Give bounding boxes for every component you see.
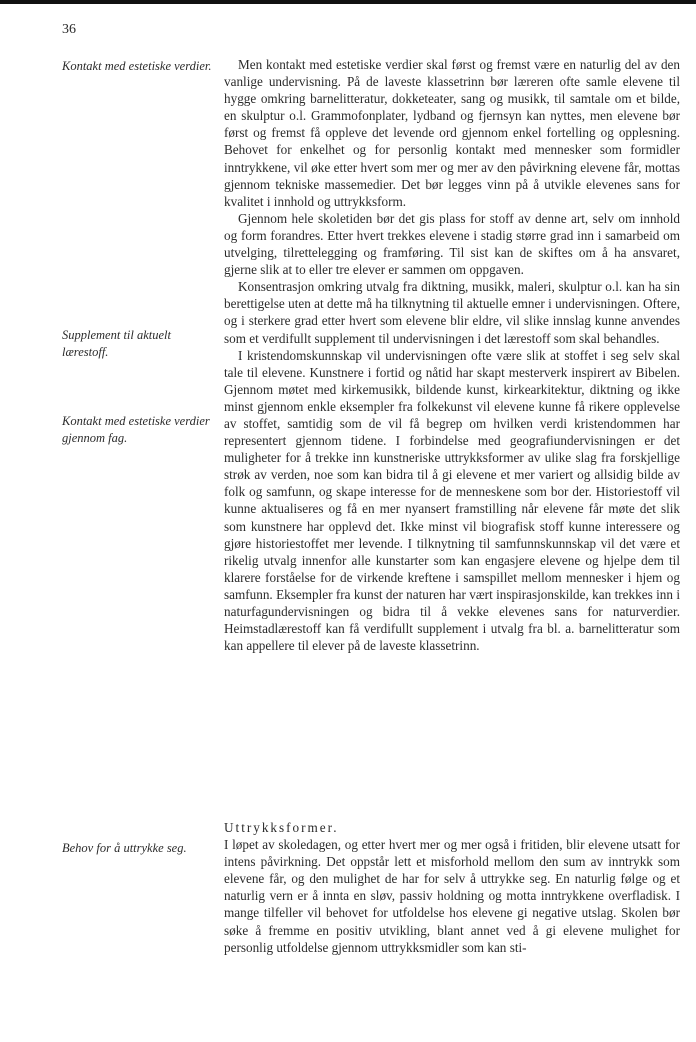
margin-note-contact-aesthetic: Kontakt med estetiske verdier.	[62, 59, 212, 73]
section-heading: Uttrykksformer.	[224, 820, 339, 835]
section-uttrykksformer	[224, 819, 680, 956]
main-text-block	[224, 56, 680, 654]
section-paragraph-1: I løpet av skoledagen, og etter hvert mer og mer også i fritiden, blir elevene utsatt for intens påvirkning. Det oppstår lett et misforhold mellom den sum av inntrykk som elevene får, og den mulighet de har for selv å uttrykke seg. En naturlig følge og et naturlig vern er å innta en sløv, passiv holdning og motta inntrykkene overfladisk. I mange tilfeller vil behovet for utfoldelse hos elevene gi negative utslag. Skolen bør søke å fremme en positiv utvikling, blant annet ved å gi elevene mulighet for personlig utfoldelse gjennom uttrykksmidler som kan sti-	[224, 837, 680, 955]
page-number: 36	[62, 22, 76, 37]
paragraph-3: Konsentrasjon omkring utvalg fra diktning, musikk, maleri, skulptur o.l. kan ha sin berettigelse uten at dette må ha tilknytning til aktuelle emner i undervisningen. Oftere, og i sterkere grad etter hvert som elevene blir eldre, vil slike innslag kunne anvendes som et verdifullt supplement til undervisningen i det lærestoff som skal behandles.	[224, 279, 680, 346]
margin-note-contact-subjects: Kontakt med estetiske verdier gjennom fag.	[62, 414, 210, 445]
margin-note-supplement: Supplement til aktuelt lærestoff.	[62, 328, 172, 359]
paragraph-2: Gjennom hele skoletiden bør det gis plass for stoff av denne art, selv om innhold og form forandres. Etter hvert trekkes elevene i stadig større grad inn i samarbeid om utvelging, tilrettelegging og framføring. Til sist kan de skiftes om å ha ansvaret, gjerne slik at to eller tre elever er sammen om oppgaven.	[224, 210, 680, 278]
paragraph-1: Men kontakt med estetiske verdier skal først og fremst være en naturlig del av den vanlige undervisning. På de laveste klassetrinn bør læreren ofte samle elevene til hygge omkring barnelitteratur, dokketeater, sang og musikk, til samtale om et bilde, en skulptur o.l. Grammofonplater, lydband og fjernsyn kan nyttes, men elevene bør først og fremst få oppleve det levende ord gjennom enkel fortelling og opplesning. Behovet for enkelhet og for personlig kontakt med mennesker som formidler inntrykkene, vil øke etter hvert som mer og mer av den påvirkning elevene får, mottas gjennom tekniske massemedier. Det bør legges vinn på å utvikle elevenes sans for kvalitet i innhold og uttrykksform.	[224, 57, 680, 209]
top-border-rule	[0, 0, 696, 4]
margin-note-need-express: Behov for å uttrykke seg.	[62, 841, 187, 855]
paragraph-4: I kristendomskunnskap vil undervisningen ofte være slik at stoffet i seg selv skal tale til elevene. Kunstnere i fortid og nåtid har skapt mesterverk inspirert av Bibelen. Gjennom møtet med kirkemusikk, bildende kunst, kirkearkitektur, diktning og ikke minst gjennom enkle eksempler fra folkekunst vil elevene kunne få rikere opplevelse av stoffet, samtidig som de vil få begrep om hvilken verdi kristendommen har representert gjennom tidene. I forbindelse med geografiundervisningen er det muligheter for å trekke inn kunstneriske uttrykksformer av ulike slag fra forskjellige strøk av verden, noe som kan bidra til å gi elevene et mer variert og allsidig bilde av folk og samfunn, og skape interesse for de menneskene som bor der. Historiestoff vil kunne aktualiseres og få en mer nyansert framstilling når elevene får møte det slik som kunstnere har opplevd det. Ikke minst vil biografisk stoff kunne interessere og gjøre historiestoffet mer levende. I tilknytning til samfunnskunnskap vil det være et rikelig utvalg innenfor alle kunstarter som kan engasjere elevene og hjelpe dem til klarere forståelse for de virkende kreftene i samspillet mellom mennesker i hjem og samfunn. Eksempler fra kunst der naturen har vært inspirasjonskilde, kan trekkes inn i naturfagundervisningen og bidra til å vekke elevenes sans for naturverdier. Heimstadlærestoff kan få verdifullt supplement i utvalg fra bl. a. barnelitteratur som kan appellere til elever på de laveste klassetrinn.	[224, 347, 680, 654]
